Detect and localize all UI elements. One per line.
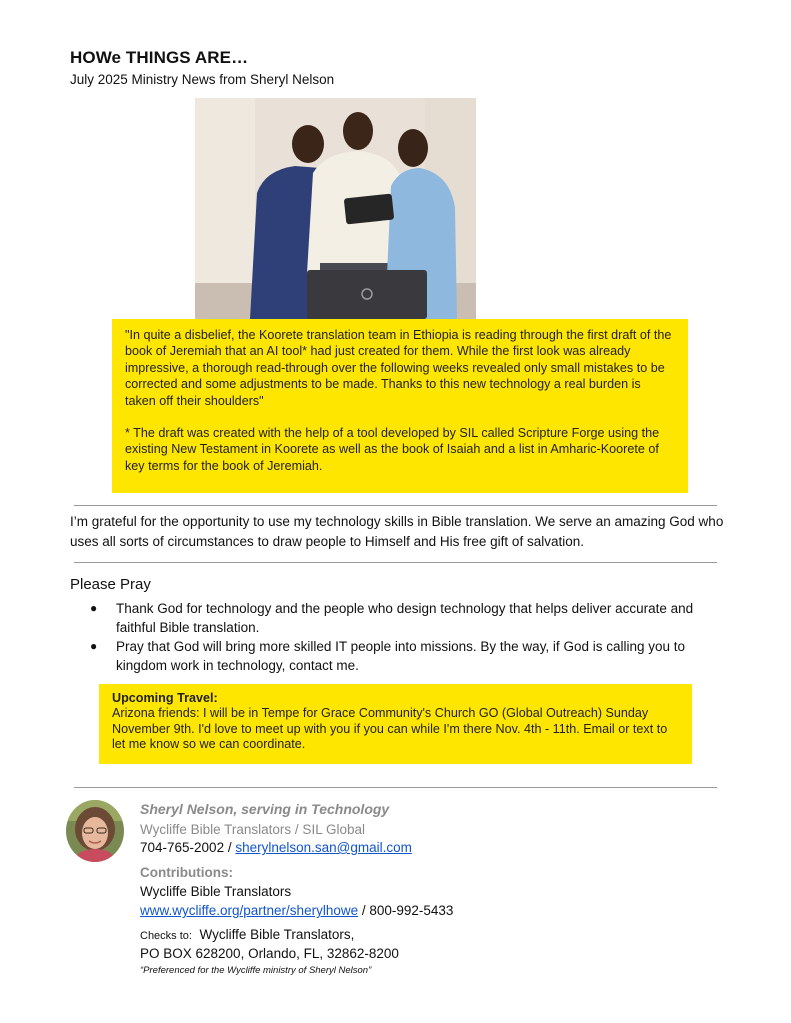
travel-heading: Upcoming Travel: [112, 691, 218, 705]
mailing-address: PO BOX 628200, Orlando, FL, 32862-8200 [140, 946, 399, 961]
divider [74, 787, 717, 788]
separator: / [358, 903, 370, 918]
prayer-item [70, 637, 730, 675]
contributions-line [140, 903, 453, 918]
prayer-item-text: Thank God for technology and the people who design technology that helps deliver accurate and faithful Bible translation. [116, 601, 694, 635]
checks-org: Wycliffe Bible Translators, [199, 927, 355, 942]
contributions-label: Contributions: [140, 865, 233, 880]
travel-highlight-box [99, 684, 692, 764]
newsletter-subtitle: July 2025 Ministry News from Sheryl Nelson [70, 72, 335, 87]
bullet-icon: ● [90, 639, 98, 653]
separator: / [224, 840, 236, 855]
contributions-org: Wycliffe Bible Translators [140, 884, 292, 899]
divider [74, 505, 717, 506]
team-photo [195, 98, 476, 319]
divider [74, 562, 717, 563]
website-link[interactable]: www.wycliffe.org/partner/sherylhowe [140, 903, 359, 918]
gratitude-paragraph: I’m grateful for the opportunity to use my technology skills in Bible translation. We serve an amazing God who uses all sorts of circumstances to draw people to Himself and His free gift of salvation. [70, 514, 724, 549]
checks-line [140, 927, 354, 942]
avatar [65, 799, 125, 863]
signature-org: Wycliffe Bible Translators / SIL Global [140, 822, 365, 837]
checks-label: Checks to: [140, 930, 192, 942]
prayer-heading: Please Pray [70, 576, 151, 593]
prayer-list [70, 599, 730, 675]
prayer-item-text: Pray that God will bring more skilled IT people into missions. By the way, if God is calling you to kingdom work in technology, contact me. [116, 639, 686, 673]
contributions-phone: 800-992-5433 [369, 903, 454, 918]
preference-note: “Preferenced for the Wycliffe ministry of Sheryl Nelson” [140, 965, 372, 976]
signature-name: Sheryl Nelson, serving in Technology [140, 801, 390, 817]
signature-contact [140, 840, 412, 855]
quote-highlight-box [112, 319, 688, 493]
prayer-item [70, 599, 730, 637]
quote-paragraph: "In quite a disbelief, the Koorete translation team in Ethiopia is reading through the first draft of the book of Jeremiah that an AI tool* had just created for them. While the first look was already impressive, a thorough read-through over the following weeks revealed only small mistakes to be corrected and some adjustments to be made. Thanks to this new technology a real burden is taken off their shoulders" [125, 328, 672, 408]
phone-number: 704-765-2002 [140, 840, 225, 855]
email-link[interactable]: sherylnelson.san@gmail.com [235, 840, 412, 855]
bullet-icon: ● [90, 601, 98, 615]
newsletter-title: HOWe THINGS ARE… [70, 48, 249, 67]
quote-footnote: * The draft was created with the help of a tool developed by SIL called Scripture Forge using the existing New Testament in Koorete as well as the book of Isaiah and a list in Amharic-Koorete of key terms for the book of Jeremiah. [125, 426, 660, 473]
travel-text: Arizona friends: I will be in Tempe for Grace Community's Church GO (Global Outreach) Sunday November 9th. I'd love to meet up with you if you can while I'm there Nov. 4th - 11th. Email or text to let me know so we can coordinate. [112, 706, 668, 752]
